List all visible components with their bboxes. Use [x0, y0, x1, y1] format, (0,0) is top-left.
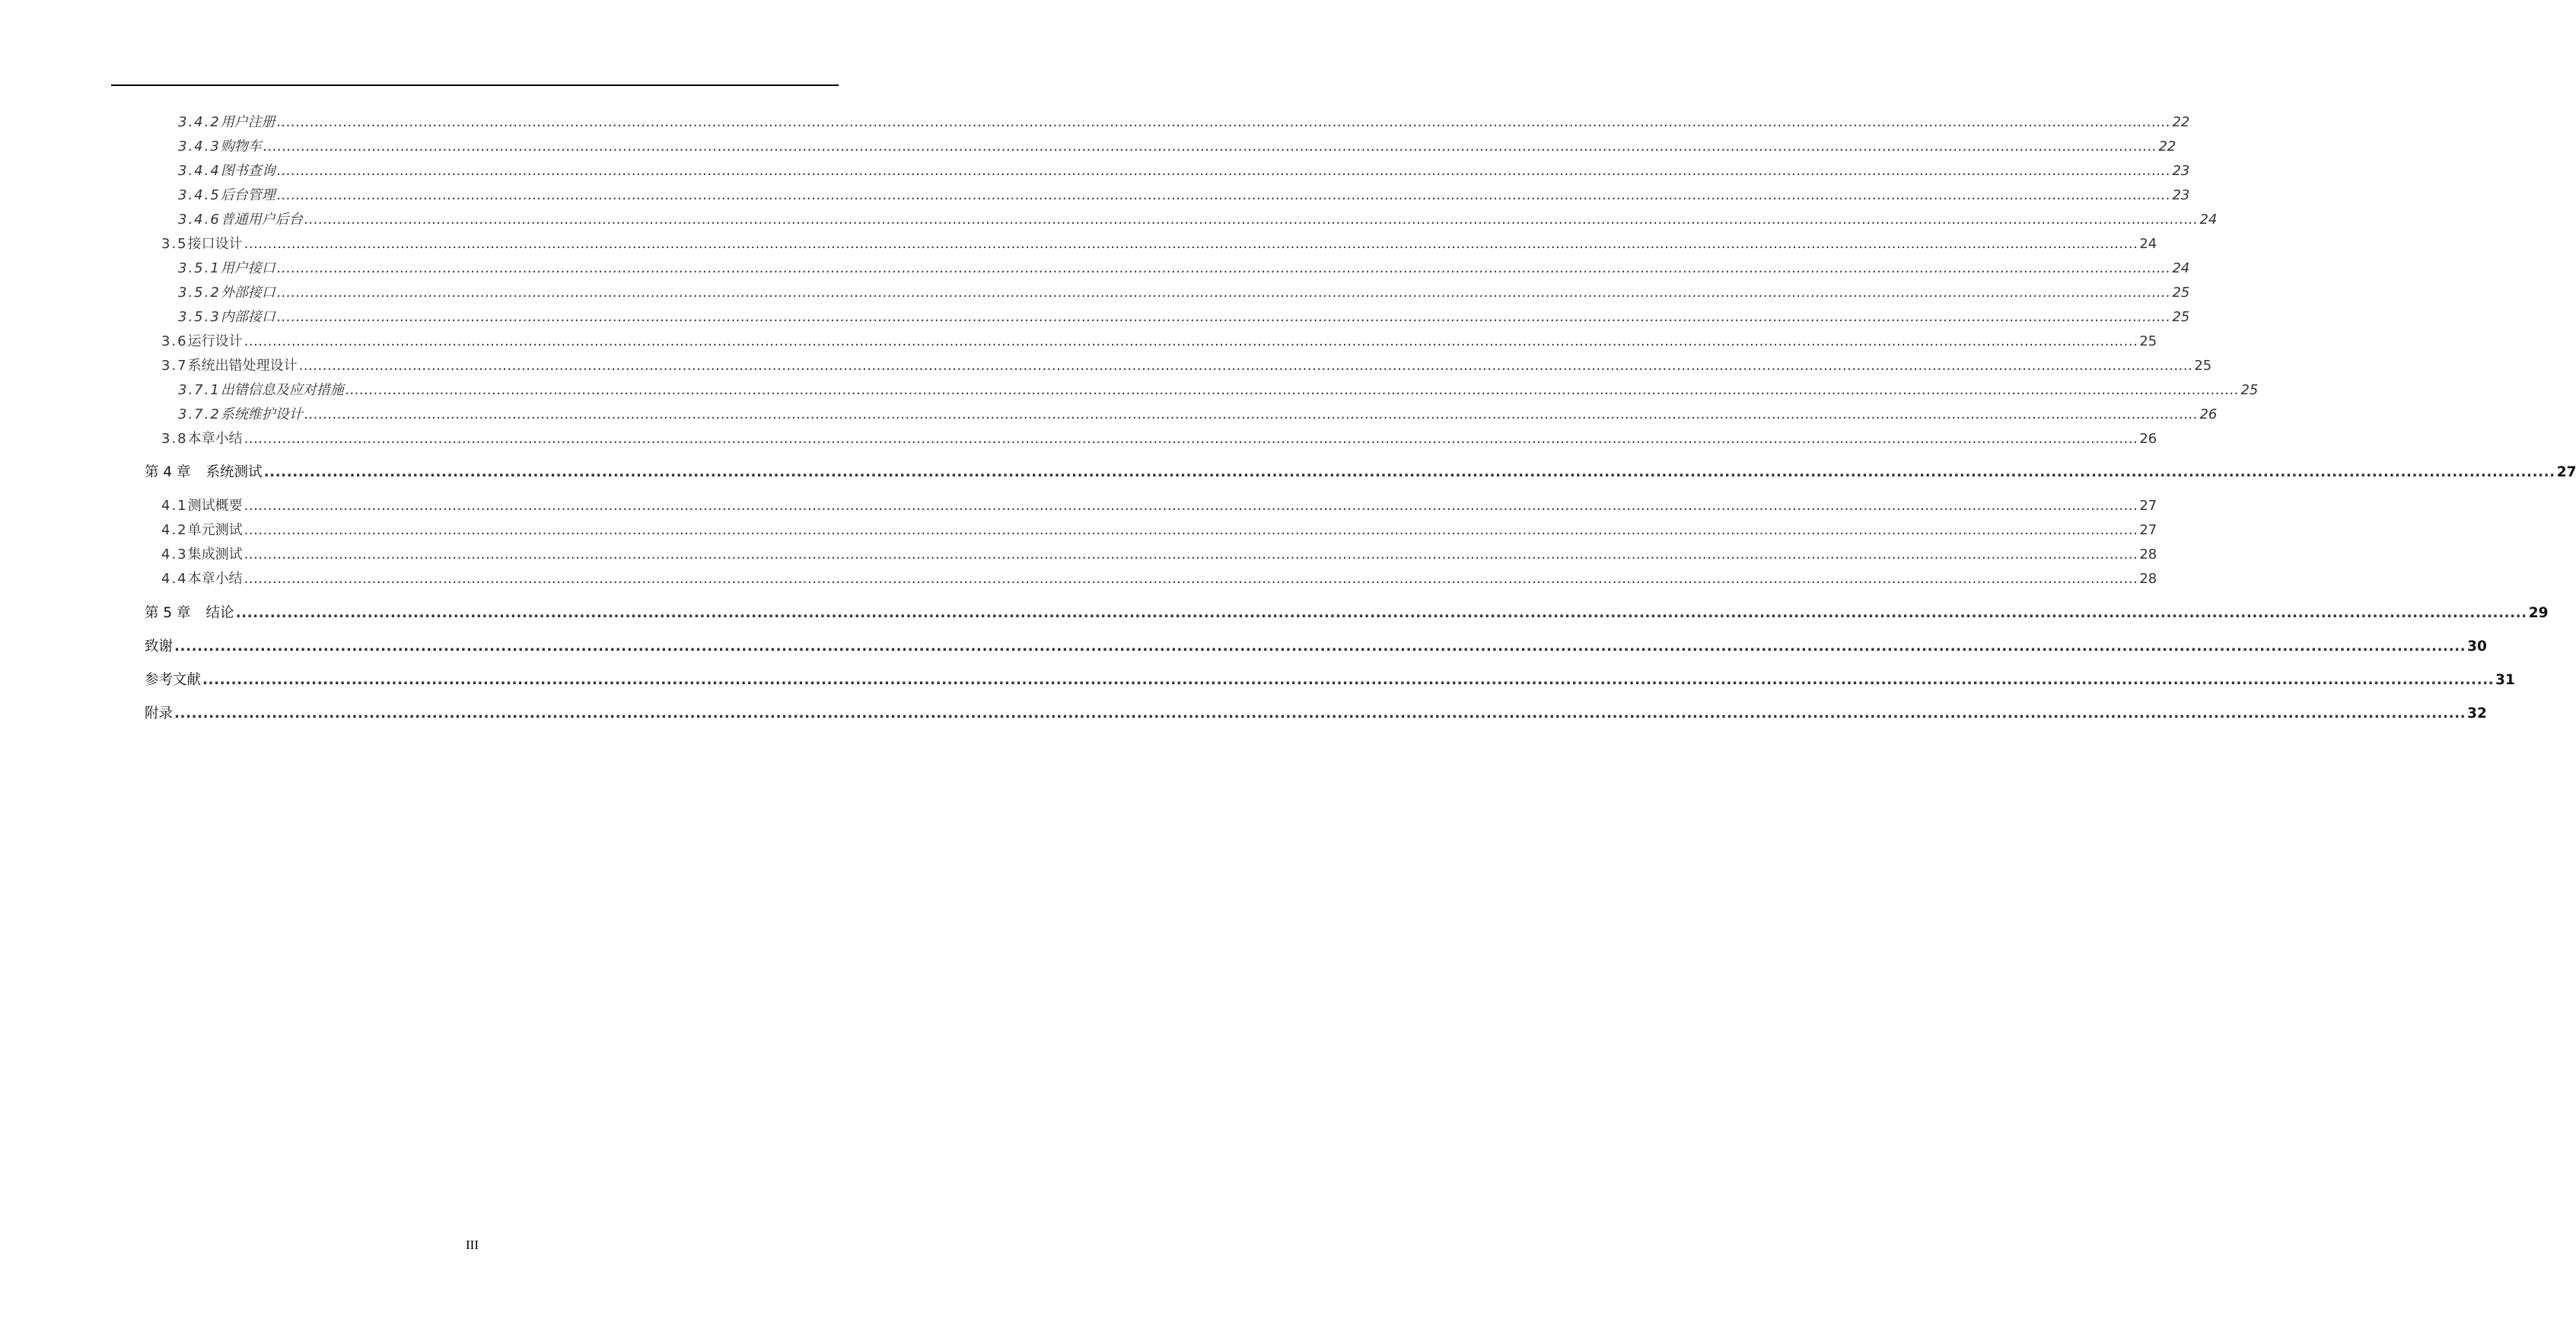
toc-entry-number: 3.5.3 — [178, 309, 221, 325]
toc-entry-page: 25 — [2172, 285, 2190, 301]
toc-entry[interactable] — [161, 519, 2157, 539]
toc-entry-title: 普通用户后台 — [220, 212, 303, 228]
toc-entry-page: 23 — [2172, 187, 2190, 203]
toc-entry-title: 接口设计 — [187, 236, 243, 252]
toc-entry-number: 第 5 章 — [145, 605, 191, 621]
toc-entry-page: 26 — [2139, 431, 2157, 447]
toc-entry-number: 3.8 — [161, 431, 188, 447]
toc-entry-title: 出错信息及应对措施 — [220, 382, 344, 398]
toc-entry-title: 测试概要 — [187, 498, 243, 514]
toc-entry-title: 参考文献 — [145, 672, 202, 688]
toc-entry-title: 外部接口 — [220, 285, 275, 301]
toc-leader-dots: ................................................................................................................................................................................................................................................................................................................................................................................................................ — [235, 605, 2527, 621]
toc-entry-number: 3.6 — [161, 333, 188, 349]
toc-leader-dots: ................................................................................................................................................................................................................................................................................................................................................................................................................ — [304, 406, 2199, 422]
toc-entry-page: 28 — [2139, 546, 2157, 562]
toc-entry[interactable] — [178, 403, 2218, 423]
toc-entry-page: 27 — [2139, 498, 2157, 514]
toc-entry-page: 22 — [2172, 114, 2190, 130]
toc-entry-page: 25 — [2194, 358, 2212, 374]
toc-entry-page: 24 — [2172, 260, 2190, 276]
toc-entry[interactable] — [161, 355, 2212, 374]
toc-entry-number: 3.7.1 — [178, 382, 221, 398]
toc-entry[interactable] — [178, 379, 2259, 399]
toc-entry[interactable] — [178, 160, 2190, 180]
toc-entry-number: 4.1 — [161, 498, 188, 514]
toc-entry-number: 第 4 章 — [145, 464, 191, 480]
toc-entry-title: 图书查询 — [220, 163, 275, 179]
toc-leader-dots: ................................................................................................................................................................................................................................................................................................................................................................................................................ — [263, 139, 2157, 155]
toc-entry-page: 25 — [2240, 382, 2259, 398]
toc-entry-page: 30 — [2467, 639, 2487, 655]
toc-entry[interactable] — [178, 306, 2190, 326]
toc-entry[interactable] — [178, 209, 2218, 228]
toc-entry-page: 24 — [2199, 212, 2218, 228]
toc-entry-number: 3.7.2 — [178, 406, 221, 422]
toc-entry-page: 32 — [2467, 706, 2487, 722]
toc-entry-title: 系统维护设计 — [220, 406, 303, 422]
toc-leader-dots: ................................................................................................................................................................................................................................................................................................................................................................................................................ — [244, 546, 2138, 562]
toc-leader-dots: ................................................................................................................................................................................................................................................................................................................................................................................................................ — [244, 522, 2138, 538]
toc-entry-number: 3.5.2 — [178, 285, 221, 301]
toc-entry-page: 29 — [2528, 605, 2549, 621]
toc-entry-title: 本章小结 — [187, 571, 243, 587]
toc-leader-dots: ................................................................................................................................................................................................................................................................................................................................................................................................................ — [174, 639, 2466, 655]
toc-entry-title: 用户接口 — [220, 260, 275, 276]
toc-entry-page: 26 — [2199, 406, 2218, 422]
header-rule — [111, 84, 839, 86]
toc-leader-dots: ................................................................................................................................................................................................................................................................................................................................................................................................................ — [244, 333, 2138, 349]
toc-entry-number: 3.4.5 — [178, 187, 221, 203]
toc-leader-dots: ................................................................................................................................................................................................................................................................................................................................................................................................................ — [304, 212, 2199, 228]
toc-entry-number: 3.7 — [161, 358, 188, 374]
toc-entry[interactable] — [161, 495, 2157, 515]
toc-leader-dots: ................................................................................................................................................................................................................................................................................................................................................................................................................ — [244, 571, 2138, 587]
toc-entry[interactable] — [145, 636, 2487, 655]
toc-entry-number: 3.5 — [161, 236, 188, 252]
toc-entry-number: 3.5.1 — [178, 260, 221, 276]
toc-leader-dots: ................................................................................................................................................................................................................................................................................................................................................................................................................ — [174, 706, 2466, 722]
toc-entry-number: 3.4.4 — [178, 163, 221, 179]
toc-entry-page: 31 — [2495, 672, 2515, 688]
toc-entry-title: 后台管理 — [220, 187, 275, 203]
toc-entry[interactable] — [178, 184, 2190, 204]
toc-entry-title: 系统出错处理设计 — [187, 358, 298, 374]
toc-leader-dots: ................................................................................................................................................................................................................................................................................................................................................................................................................ — [276, 309, 2171, 325]
toc-leader-dots: ................................................................................................................................................................................................................................................................................................................................................................................................................ — [276, 163, 2171, 179]
toc-leader-dots: ................................................................................................................................................................................................................................................................................................................................................................................................................ — [276, 187, 2171, 203]
toc-entry-page: 27 — [2556, 464, 2576, 480]
toc-entry-number: 4.3 — [161, 546, 188, 562]
toc-entry-page: 23 — [2172, 163, 2190, 179]
toc-entry[interactable] — [161, 330, 2157, 350]
toc-entry[interactable] — [178, 111, 2190, 131]
toc-entry-title: 系统测试 — [205, 464, 263, 480]
toc-entry-title: 购物车 — [220, 139, 262, 155]
toc-leader-dots: ................................................................................................................................................................................................................................................................................................................................................................................................................ — [298, 358, 2193, 374]
toc-entry-title: 运行设计 — [187, 333, 243, 349]
toc-entry-number: 3.4.2 — [178, 114, 221, 130]
page-number: III — [466, 1238, 479, 1252]
toc-entry[interactable] — [178, 257, 2190, 277]
toc-entry[interactable] — [178, 282, 2190, 301]
toc-entry-title: 用户注册 — [220, 114, 275, 130]
toc-leader-dots: ................................................................................................................................................................................................................................................................................................................................................................................................................ — [276, 114, 2171, 130]
toc-entry-page: 22 — [2158, 139, 2176, 155]
toc-leader-dots: ................................................................................................................................................................................................................................................................................................................................................................................................................ — [244, 498, 2138, 514]
toc-entry[interactable] — [145, 602, 2549, 622]
toc-leader-dots: ................................................................................................................................................................................................................................................................................................................................................................................................................ — [345, 382, 2240, 398]
toc-entry-title: 本章小结 — [187, 431, 243, 447]
toc-leader-dots: ................................................................................................................................................................................................................................................................................................................................................................................................................ — [263, 464, 2555, 480]
toc-leader-dots: ................................................................................................................................................................................................................................................................................................................................................................................................................ — [202, 672, 2495, 688]
toc-entry-number: 4.4 — [161, 571, 188, 587]
toc-entry[interactable] — [161, 543, 2157, 563]
toc-entry-page: 25 — [2172, 309, 2190, 325]
toc-entry[interactable] — [161, 233, 2157, 253]
toc-entry-title: 内部接口 — [220, 309, 275, 325]
toc-entry-title: 集成测试 — [187, 546, 243, 562]
toc-entry[interactable] — [161, 428, 2157, 448]
toc-entry-page: 25 — [2139, 333, 2157, 349]
toc-entry-title: 致谢 — [145, 639, 174, 655]
toc-entry-page: 24 — [2139, 236, 2157, 252]
toc-entry-title: 单元测试 — [187, 522, 243, 538]
toc-entry-number: 3.4.6 — [178, 212, 221, 228]
toc-entry[interactable] — [145, 461, 2576, 481]
toc-entry-title: 结论 — [205, 605, 234, 621]
toc-entry-page: 27 — [2139, 522, 2157, 538]
toc-leader-dots: ................................................................................................................................................................................................................................................................................................................................................................................................................ — [276, 260, 2171, 276]
toc-entry-number: 4.2 — [161, 522, 188, 538]
toc-entry-title: 附录 — [145, 706, 174, 722]
toc-leader-dots: ................................................................................................................................................................................................................................................................................................................................................................................................................ — [244, 431, 2138, 447]
toc-leader-dots: ................................................................................................................................................................................................................................................................................................................................................................................................................ — [276, 285, 2171, 301]
toc-entry[interactable] — [178, 135, 2176, 155]
toc-leader-dots: ................................................................................................................................................................................................................................................................................................................................................................................................................ — [244, 236, 2138, 252]
toc-entry[interactable] — [145, 669, 2515, 689]
toc-entry[interactable] — [145, 703, 2487, 722]
toc-entry-page: 28 — [2139, 571, 2157, 587]
toc-entry-number: 3.4.3 — [178, 139, 221, 155]
toc-entry[interactable] — [161, 568, 2157, 588]
